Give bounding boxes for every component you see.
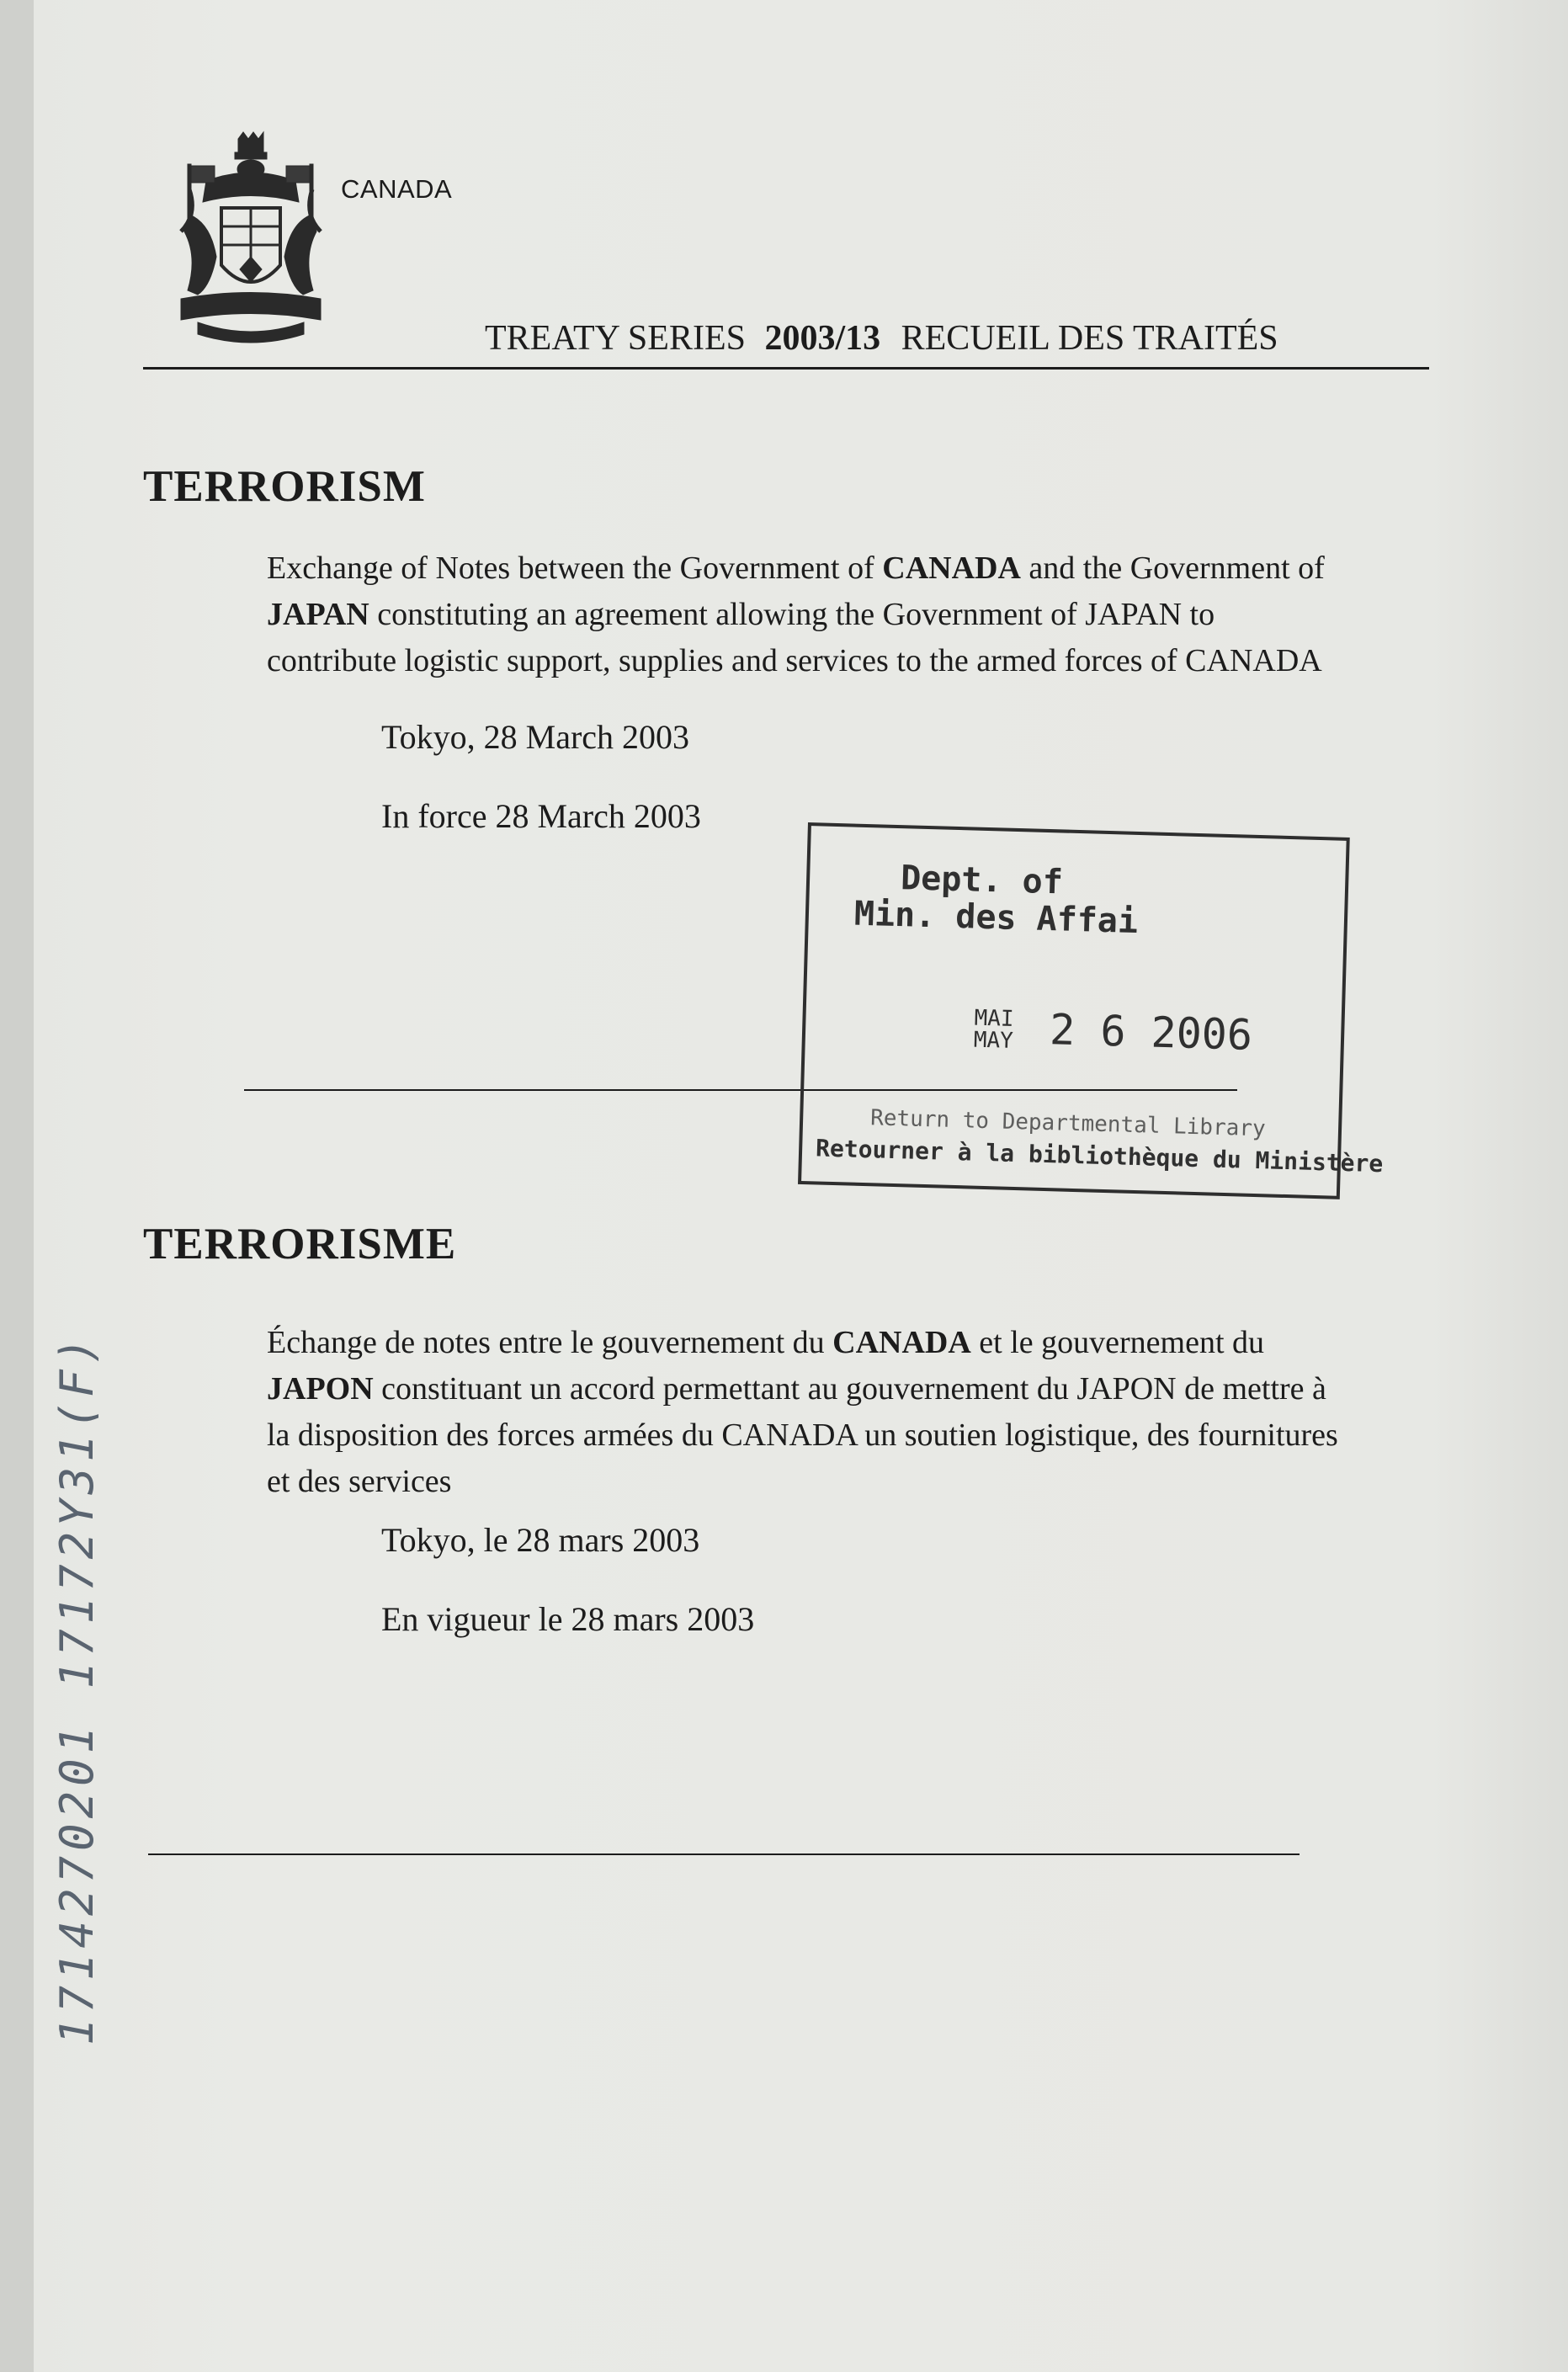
series-label-en: TREATY SERIES: [485, 319, 746, 358]
french-in-force: En vigueur le 28 mars 2003: [381, 1600, 755, 1638]
series-label-fr: RECUEIL DES TRAITÉS: [901, 319, 1278, 358]
en-text-4: contribute logistic support, supplies and services to the armed forces of CANADA: [267, 643, 1322, 678]
stamp-dept: Dept. of: [900, 859, 1064, 902]
fr-bold-japon: JAPON: [267, 1371, 374, 1407]
country-label: CANADA: [341, 174, 453, 204]
fr-text-3: constituant un accord permettant au gouvernement du JAPON de mettre à: [373, 1371, 1326, 1407]
stamp-ministry: Min. des Affai: [853, 894, 1139, 941]
fr-text-1: Échange de notes entre le gouvernement du: [267, 1325, 833, 1360]
fr-bold-canada: CANADA: [832, 1325, 971, 1360]
canada-coat-of-arms-icon: [173, 130, 328, 345]
french-section-rule: [148, 1853, 1300, 1855]
french-description: [267, 1320, 1496, 1505]
stamp-month-fr: MAI: [974, 1005, 1014, 1032]
en-text-3: constituting an agreement allowing the Government of JAPAN to: [369, 597, 1215, 632]
library-stamp: [798, 822, 1384, 1199]
french-heading: TERRORISME: [143, 1220, 457, 1268]
stamp-return-en: Return to Departmental Library: [869, 1105, 1267, 1142]
binding-spine: [0, 0, 34, 2372]
stamp-month-en: MAY: [973, 1027, 1014, 1054]
en-bold-canada: CANADA: [882, 550, 1021, 586]
stamp-month: [973, 1005, 1014, 1054]
english-in-force: In force 28 March 2003: [381, 797, 701, 835]
handwritten-annotation: 1714270201 17172Y31(F): [50, 1332, 104, 2045]
english-description: [267, 545, 1496, 684]
series-number: 2003/13: [764, 319, 881, 358]
en-text-1: Exchange of Notes between the Government of: [267, 550, 883, 586]
stamp-date: 2 6 2006: [1049, 1005, 1253, 1060]
stamp-return-fr: Retourner à la bibliothèque du Ministère: [815, 1134, 1384, 1178]
fr-text-4: la disposition des forces armées du CANADA un soutien logistique, des fournitures: [267, 1417, 1338, 1453]
header-rule: [143, 367, 1429, 370]
fr-text-2: et le gouvernement du: [970, 1325, 1264, 1360]
fr-text-5: et des services: [267, 1464, 452, 1499]
french-place-date: Tokyo, le 28 mars 2003: [381, 1521, 700, 1559]
show-through-text: [143, 783, 150, 811]
english-place-date: Tokyo, 28 March 2003: [381, 718, 690, 756]
series-line: [485, 318, 1278, 359]
en-bold-japan: JAPAN: [267, 597, 369, 632]
en-text-2: and the Government of: [1020, 550, 1325, 586]
english-heading: TERRORISM: [143, 462, 426, 511]
